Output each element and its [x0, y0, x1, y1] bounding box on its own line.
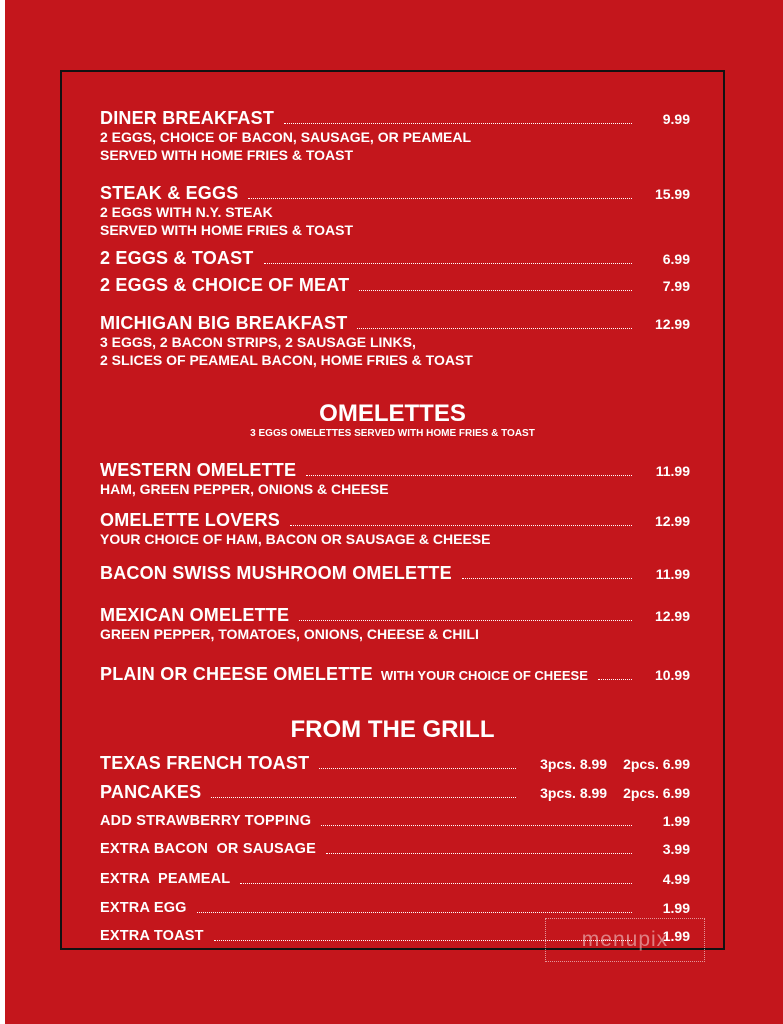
- item-prices: [524, 755, 690, 773]
- menu-item-texas-french-toast: [100, 753, 690, 773]
- item-desc: GREEN PEPPER, TOMATOES, ONIONS, CHEESE & CHILI: [100, 626, 479, 642]
- menu-item-pancakes: [100, 782, 690, 802]
- leader-dots: [359, 290, 632, 291]
- leader-dots: [240, 883, 632, 884]
- item-name: EXTRA PEAMEAL: [100, 871, 231, 887]
- item-name: 2 EGGS & TOAST: [100, 248, 254, 268]
- item-name: 2 EGGS & CHOICE OF MEAT: [100, 275, 350, 295]
- item-name: STEAK & EGGS: [100, 183, 239, 203]
- item-price: 12.99: [654, 608, 690, 624]
- item-price: 9.99: [662, 111, 690, 127]
- item-price: 1.99: [662, 813, 690, 829]
- menu-item-extra-bacon-sausage: [100, 840, 690, 858]
- leader-dots: [299, 620, 632, 621]
- item-name: ADD STRAWBERRY TOPPING: [100, 813, 312, 829]
- item-prices: [524, 784, 690, 802]
- price-3pcs: 3pcs. 8.99: [540, 756, 608, 772]
- item-desc: SERVED WITH HOME FRIES & TOAST: [100, 222, 354, 238]
- menu-item-plain-cheese-omelette: [100, 664, 690, 684]
- grill-heading: FROM THE GRILL: [290, 716, 495, 743]
- menu-item-diner-breakfast: [100, 108, 690, 164]
- item-price: 11.99: [655, 566, 690, 582]
- item-name: WESTERN OMELETTE: [100, 460, 297, 480]
- menu-item-2-eggs-meat: [100, 275, 690, 295]
- item-price: 12.99: [654, 316, 690, 332]
- item-desc: YOUR CHOICE OF HAM, BACON OR SAUSAGE & CHEESE: [100, 531, 491, 547]
- leader-dots: [326, 853, 632, 854]
- menu-item-bacon-swiss-mushroom: [100, 563, 690, 583]
- leader-dots: [462, 578, 632, 579]
- item-name: PLAIN OR CHEESE OMELETTE: [100, 664, 373, 684]
- item-price: 1.99: [662, 928, 690, 944]
- leader-dots: [306, 475, 632, 476]
- menu-item-extra-peameal: [100, 870, 690, 888]
- item-name: EXTRA BACON OR SAUSAGE: [100, 841, 316, 857]
- item-name: PANCAKES: [100, 782, 202, 802]
- item-desc: 3 EGGS, 2 BACON STRIPS, 2 SAUSAGE LINKS,: [100, 334, 416, 350]
- price-2pcs: 2pcs. 6.99: [623, 756, 690, 772]
- item-name: BACON SWISS MUSHROOM OMELETTE: [100, 563, 452, 583]
- item-desc: 2 SLICES OF PEAMEAL BACON, HOME FRIES & TOAST: [100, 352, 473, 368]
- price-3pcs: 3pcs. 8.99: [540, 785, 608, 801]
- item-desc: HAM, GREEN PEPPER, ONIONS & CHEESE: [100, 481, 389, 497]
- page-edge: [0, 0, 5, 1024]
- menu-item-omelette-lovers: [100, 510, 690, 548]
- menu-item-mexican-omelette: [100, 605, 690, 643]
- item-name: DINER BREAKFAST: [100, 108, 275, 128]
- item-desc: SERVED WITH HOME FRIES & TOAST: [100, 147, 354, 163]
- leader-dots: [264, 263, 633, 264]
- item-name: MEXICAN OMELETTE: [100, 605, 290, 625]
- leader-dots: [598, 679, 632, 680]
- item-name: EXTRA EGG: [100, 900, 187, 916]
- item-name: OMELETTE LOVERS: [100, 510, 281, 530]
- menu-item-michigan-big-breakfast: [100, 313, 690, 369]
- item-price: 1.99: [662, 900, 690, 916]
- item-price: 11.99: [655, 463, 690, 479]
- menu-item-strawberry-topping: [100, 812, 690, 830]
- leader-dots: [211, 797, 516, 798]
- leader-dots: [357, 328, 632, 329]
- leader-dots: [321, 825, 632, 826]
- item-name: EXTRA TOAST: [100, 928, 204, 944]
- item-price: 10.99: [654, 667, 690, 683]
- item-price: 12.99: [654, 513, 690, 529]
- menupix-watermark: menupix: [545, 918, 705, 962]
- leader-dots: [290, 525, 632, 526]
- item-price: 7.99: [662, 278, 690, 294]
- omelettes-subtitle: 3 EGGS OMELETTES SERVED WITH HOME FRIES & TOAST: [250, 428, 535, 439]
- item-name: TEXAS FRENCH TOAST: [100, 753, 310, 773]
- leader-dots: [248, 198, 632, 199]
- item-price: 15.99: [654, 186, 690, 202]
- item-desc: 2 EGGS, CHOICE OF BACON, SAUSAGE, OR PEAMEAL: [100, 129, 472, 145]
- leader-dots: [319, 768, 516, 769]
- item-note: WITH YOUR CHOICE OF CHEESE: [380, 668, 588, 683]
- menu-item-western-omelette: [100, 460, 690, 498]
- menu-item-2-eggs-toast: [100, 248, 690, 268]
- omelettes-heading: OMELETTES: [319, 400, 466, 427]
- item-name: MICHIGAN BIG BREAKFAST: [100, 313, 348, 333]
- leader-dots: [197, 912, 632, 913]
- leader-dots: [284, 123, 632, 124]
- price-2pcs: 2pcs. 6.99: [623, 785, 690, 801]
- menu-item-steak-eggs: [100, 183, 690, 239]
- item-desc: 2 EGGS WITH N.Y. STEAK: [100, 204, 273, 220]
- item-price: 4.99: [662, 871, 690, 887]
- menu-item-extra-egg: [100, 899, 690, 917]
- item-price: 6.99: [662, 251, 690, 267]
- item-price: 3.99: [662, 841, 690, 857]
